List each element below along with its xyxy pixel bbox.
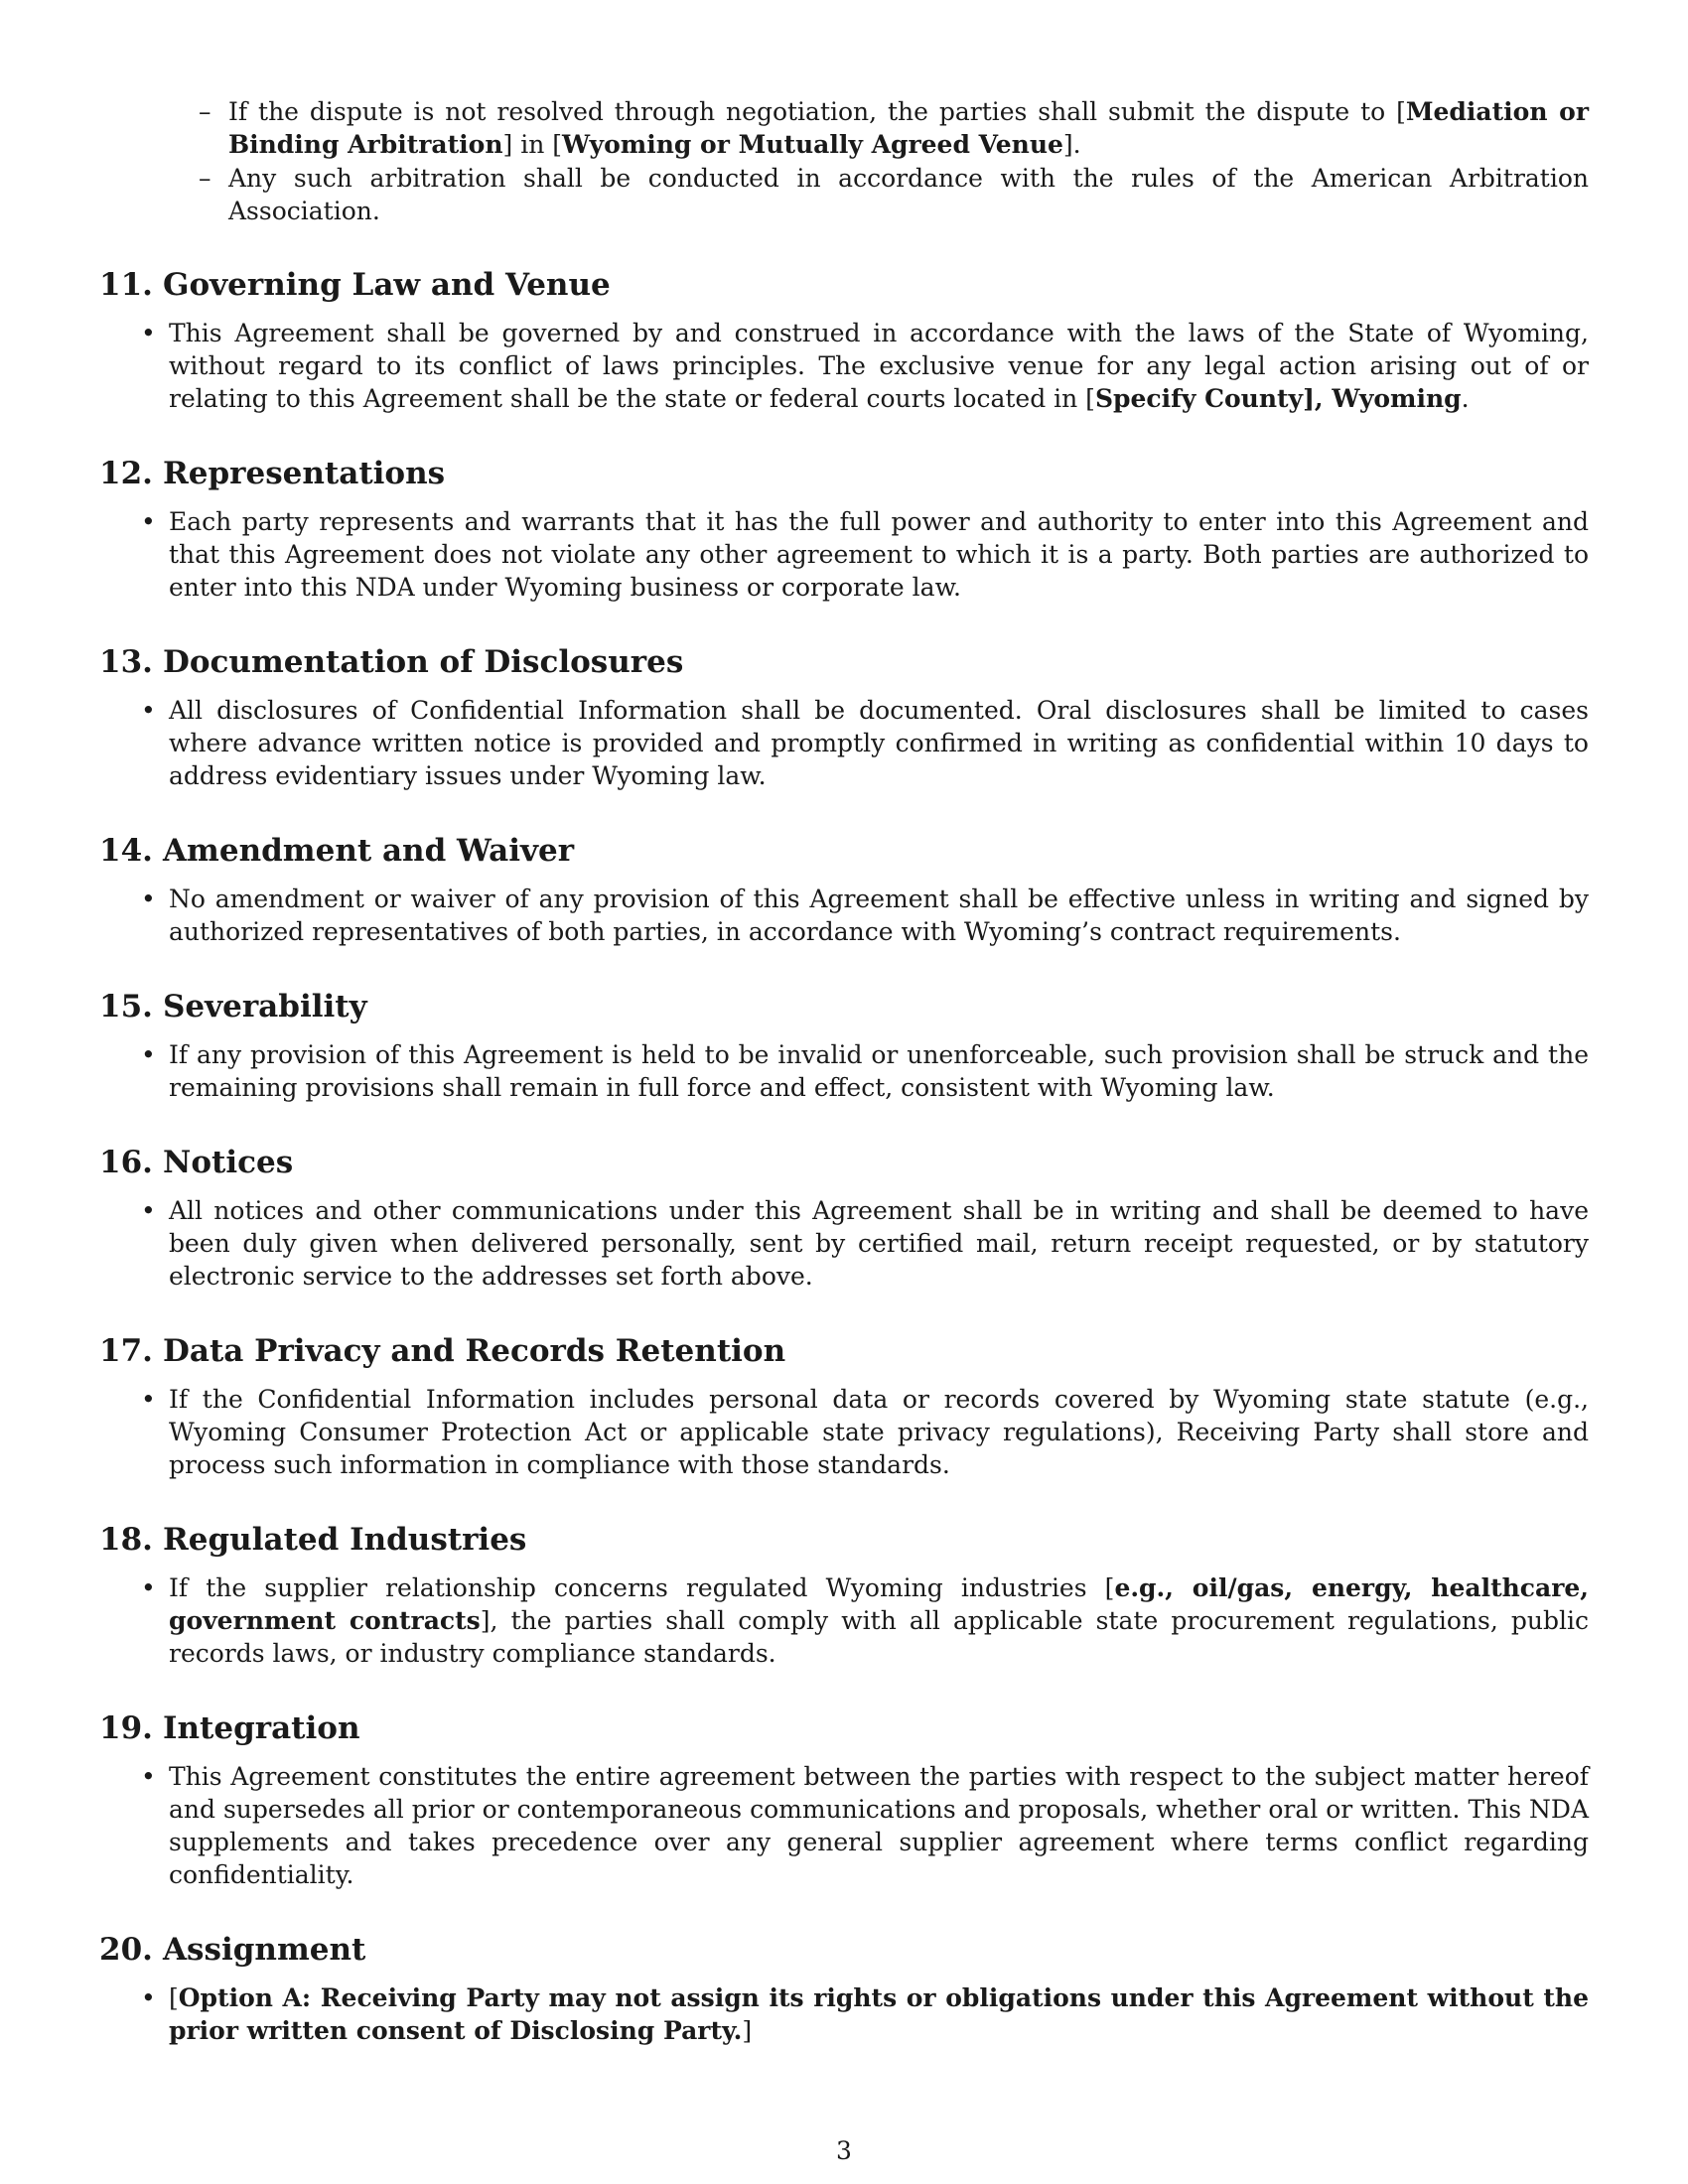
section-heading	[99, 643, 1589, 681]
bullet-marker: •	[141, 319, 156, 347]
section-number: 13.	[99, 644, 153, 680]
section-13	[99, 643, 1589, 792]
section-number: 11.	[99, 267, 153, 303]
section-18	[99, 1521, 1589, 1670]
section-heading	[99, 455, 1589, 492]
section-heading	[99, 266, 1589, 304]
placeholder-bold: e.g., oil/gas, energy, healthcare, government contracts	[169, 1573, 1590, 1635]
section-bullet	[141, 1981, 1589, 2047]
section-bullet	[141, 317, 1589, 415]
section-heading	[99, 988, 1589, 1025]
bullet-marker: •	[141, 1573, 156, 1602]
bullet-text: If the Confidential Information includes personal data or records covered by Wyoming state statute (e.g., Wyoming Consumer Protection Act or applicable state privacy regulations), Receiving Party shall store and process such information in compliance with those standards.	[169, 1385, 1589, 1479]
bullet-text: If any provision of this Agreement is held to be invalid or unenforceable, such provision shall be struck and the remaining provisions shall remain in full force and effect, consistent with Wyoming law.	[169, 1040, 1589, 1102]
bullet-text: .	[1461, 384, 1470, 413]
bullet-text: This Agreement constitutes the entire agreement between the parties with respect to the subject matter hereof and supersedes all prior or contemporaneous communications and proposals, whether oral or written. This NDA supplements and takes precedence over any general supplier agreement where terms conflict regarding confidentiality.	[169, 1762, 1589, 1889]
section-number: 14.	[99, 833, 153, 869]
bullet-marker: •	[141, 1762, 156, 1791]
subitem-text: If the dispute is not resolved through negotiation, the parties shall submit the dispute to [	[228, 97, 1406, 126]
section-bullet	[141, 1194, 1589, 1293]
bullet-text: This Agreement shall be governed by and construed in accordance with the laws of the State of Wyoming, without regard to its conflict of laws principles. The exclusive venue for any legal action arising out of or relating to this Agreement shall be the state or federal courts located in [	[169, 319, 1589, 413]
section-title: Amendment and Waiver	[163, 833, 575, 869]
section-heading	[99, 832, 1589, 870]
placeholder-bold: Specify County], Wyoming	[1094, 384, 1462, 413]
dispute-subitem-mediation	[199, 95, 1589, 161]
dispute-subitem-arbitration	[199, 162, 1589, 227]
section-number: 15.	[99, 989, 153, 1024]
section-title: Documentation of Disclosures	[163, 644, 684, 680]
bullet-text: ], the parties shall comply with all applicable state procurement regulations, public records laws, or industry compliance standards.	[169, 1606, 1590, 1668]
section-title: Severability	[163, 989, 367, 1024]
section-14	[99, 832, 1589, 948]
bullet-text: All notices and other communications under this Agreement shall be in writing and shall be deemed to have been duly given when delivered personally, sent by certified mail, return receipt requested, or by statutory electronic service to the addresses set forth above.	[169, 1196, 1589, 1291]
bullet-marker: •	[141, 1196, 156, 1225]
section-20	[99, 1931, 1589, 2047]
bullet-marker: •	[141, 507, 156, 536]
section-title: Representations	[163, 456, 446, 491]
placeholder-bold: Wyoming or Mutually Agreed Venue	[562, 130, 1063, 159]
section-number: 17.	[99, 1333, 153, 1369]
section-number: 20.	[99, 1932, 153, 1968]
section-title: Integration	[163, 1710, 360, 1746]
subitem-text: ].	[1062, 130, 1081, 159]
section-bullet	[141, 1383, 1589, 1481]
placeholder-bold: Option A: Receiving Party may not assign its rights or obligations under this Agreement without the prior written consent of Disclosing Party.	[169, 1983, 1589, 2045]
section-19	[99, 1709, 1589, 1891]
section-bullet	[141, 694, 1589, 792]
section-title: Data Privacy and Records Retention	[163, 1333, 786, 1369]
bullet-text: Each party represents and warrants that it has the full power and authority to enter into this Agreement and that this Agreement does not violate any other agreement to which it is a party. Both parties are authorized to enter into this NDA under Wyoming business or corporate law.	[169, 507, 1589, 602]
dash-marker: –	[199, 164, 211, 193]
section-15	[99, 988, 1589, 1104]
section-17	[99, 1332, 1589, 1481]
subitem-text: ] in [	[502, 130, 563, 159]
bullet-text: ]	[742, 2016, 753, 2045]
bullet-text: No amendment or waiver of any provision of this Agreement shall be effective unless in writing and signed by authorized representatives of both parties, in accordance with Wyoming’s contract requirements.	[169, 885, 1589, 946]
document-body	[99, 95, 1589, 2047]
bullet-text: If the supplier relationship concerns regulated Wyoming industries [	[169, 1573, 1115, 1602]
section-bullet	[141, 1038, 1589, 1104]
bullet-marker: •	[141, 885, 156, 913]
section-title: Governing Law and Venue	[163, 267, 611, 303]
section-heading	[99, 1931, 1589, 1969]
bullet-text: [	[169, 1983, 179, 2012]
section-11	[99, 266, 1589, 415]
section-number: 12.	[99, 456, 153, 491]
section-number: 19.	[99, 1710, 153, 1746]
section-title: Assignment	[163, 1932, 366, 1968]
section-heading	[99, 1144, 1589, 1181]
dash-marker: –	[199, 97, 211, 126]
section-16	[99, 1144, 1589, 1293]
section-bullet	[141, 1760, 1589, 1891]
section-bullet	[141, 1571, 1590, 1670]
section-heading	[99, 1521, 1589, 1559]
bullet-text: All disclosures of Confidential Information shall be documented. Oral disclosures shall be limited to cases where advance written notice is provided and promptly confirmed in writing as confidential within 10 days to address evidentiary issues under Wyoming law.	[169, 696, 1589, 790]
section-title: Regulated Industries	[163, 1522, 527, 1558]
subitem-text: Any such arbitration shall be conducted in accordance with the rules of the American Arbitration Association.	[228, 164, 1589, 225]
bullet-marker: •	[141, 696, 156, 725]
section-number: 18.	[99, 1522, 153, 1558]
section-heading	[99, 1709, 1589, 1747]
page-number: 3	[836, 2136, 852, 2165]
section-12	[99, 455, 1589, 604]
section-heading	[99, 1332, 1589, 1370]
section-bullet	[141, 505, 1589, 604]
section-number: 16.	[99, 1145, 153, 1180]
bullet-marker: •	[141, 1385, 156, 1414]
placeholder-bold: Mediation or Binding Arbitration	[228, 97, 1589, 159]
bullet-marker: •	[141, 1040, 156, 1069]
section-bullet	[141, 883, 1589, 948]
section-title: Notices	[163, 1145, 294, 1180]
bullet-marker: •	[141, 1983, 156, 2012]
